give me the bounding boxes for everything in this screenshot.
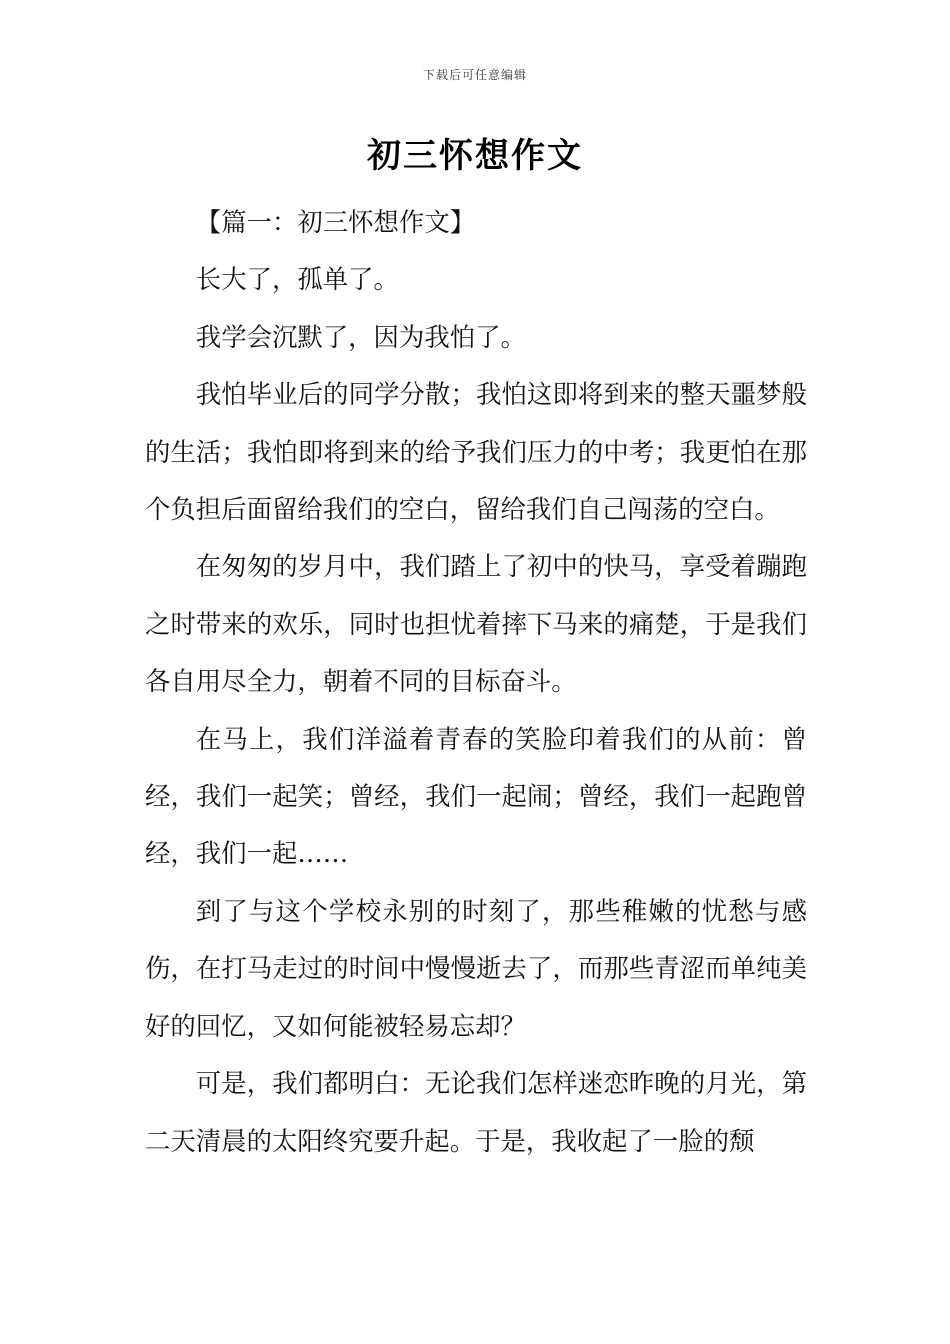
section-heading: 【篇一：初三怀想作文】: [195, 207, 476, 237]
paragraph: 在匆匆的岁月中，我们踏上了初中的快马，享受着蹦跑之时带来的欢乐，同时也担忧着摔下马来的痛楚，于是我们各自用尽全力，朝着不同的目标奋斗。: [145, 551, 807, 697]
paragraph: 到了与这个学校永别的时刻了，那些稚嫩的忧愁与感伤，在打马走过的时间中慢慢逝去了，而那些青涩而单纯美好的回忆，又如何能被轻易忘却？: [145, 895, 807, 1041]
document-title: 初三怀想作文: [367, 136, 583, 176]
document-body: [145, 194, 807, 1170]
paragraph: 我学会沉默了，因为我怕了。: [195, 321, 526, 352]
paragraph: 在马上，我们洋溢着青春的笑脸印着我们的从前：曾经，我们一起笑；曾经，我们一起闹；曾经，我们一起跑曾经，我们一起……: [145, 723, 807, 869]
paragraph: 我怕毕业后的同学分散；我怕这即将到来的整天噩梦般的生活；我怕即将到来的给予我们压力的中考；我更怕在那个负担后面留给我们的空白，留给我们自己闯荡的空白。: [145, 379, 807, 525]
header-note: 下载后可任意编辑: [422, 68, 527, 82]
paragraph: 可是，我们都明白：无论我们怎样迷恋昨晚的月光，第二天清晨的太阳终究要升起。于是，我收起了一脸的颓: [145, 1068, 807, 1156]
paragraph: 长大了，孤单了。: [195, 264, 399, 295]
